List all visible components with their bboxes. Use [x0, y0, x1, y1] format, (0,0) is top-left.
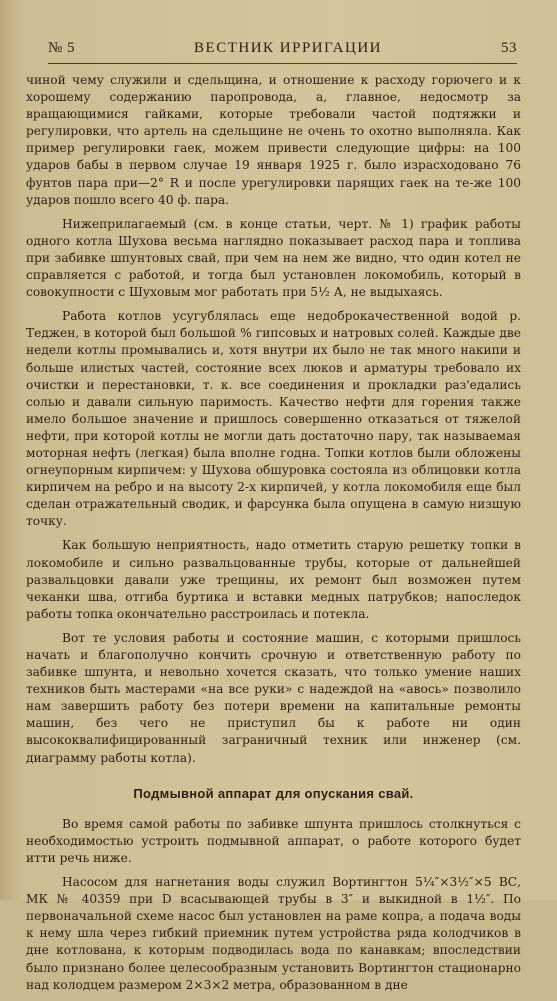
section-paragraph-2: Насосом для нагнетания воды служил Вортингтон 5¼″×3½″×5 ВС, МК № 40359 при D всасывающей трубы в 3″ и выкидной в 1½″. По первоначальной схеме насос был установлен на раме копра, а подача воды к нему шла через гибкий приемник путем устройства ряда колодчиков в дне котлована, к которым подводилась вода по канавкам; впоследствии было признано более целесообразным установить Вортингтон стационарно над колодцем размером 2×3×2 метра, образованном в дне	[26, 875, 521, 992]
page-number: 53	[500, 40, 517, 56]
section-paragraph-1: Во время самой работы по забивке шпунта пришлось столкнуться с необходимостью устроить подмывной аппарат, о работе которого будет итти речь ниже.	[26, 816, 521, 865]
paragraph-3: Работа котлов усугублялась еще недоброкачественной водой р. Теджен, в которой был большой % гипсовых и натровых солей. Каждые две недели котлы промывались и, хотя внутри их было не так много накипи и больше илистых частей, состояние всех люков и арматуры требовало их очистки и перестановки, т. к. все соединения и прокладки раз'едались солью и давали сильную паримость. Качество нефти для горения также имело большое значение и пришлось совершенно отказаться от тяжелой нефти, при которой котлы не могли дать достаточно пару, так называемая моторная нефть (легкая) была вполне годна. Топки котлов были обложены огнеупорным кирпичем: у Шухова обшуровка состояла из облицовки котла кирпичем на ребро и на высоту 2-х кирпичей, у котла локомобиля еще был сделан отражательный сводик, и фарсунка была опущена в самую низшую точку.	[26, 309, 521, 529]
paragraph-5: Вот те условия работы и состояние машин, с которыми пришлось начать и благополучно кончить срочную и ответственную работу по забивке шпунта, и невольно хочется сказать, что только умение наших техников быть мастерами «на все руки» с надеждой на «авось» позволило нам завершить работу без потери времени на капитальные ремонты машин, без чего не приступил бы к работе ни один высококвалифицированный заграничный техник или инженер (см. диаграмму работы котла).	[26, 630, 521, 765]
issue-number: № 5	[48, 40, 76, 56]
paragraph-4: Как большую неприятность, надо отметить старую решетку топки в локомобиле и сильно развальцованные трубы, которые от дальнейшей развальцовки давали уже трещины, их ремонт был возможен путем чеканки шва, отгиба буртика и вставки медных патрубков; напоследок работы топка окончательно расстроилась и потекла.	[26, 538, 521, 621]
journal-title: ВЕСТНИК ИРРИГАЦИИ	[194, 40, 383, 56]
page-header	[48, 40, 517, 64]
paragraph-1: чиной чему служили и сдельщина, и отношение к расходу горючего и к хорошему содержанию паропровода, а, главное, недосмотр за вращающимися гайками, которые требовали частой подтяжки и регулировки, что артель на сдельщине не очень то охотно выполняла. Как пример регулировки гаек, можем привести следующие цифры: на 100 ударов бабы в первом случае 19 января 1925 г. было израсходовано 76 фунтов пара при—2° R и после урегулировки парящих гаек на те-же 100 ударов пошло всего 40 ф. пара.	[26, 73, 521, 207]
section-heading: Подмывной аппарат для опускания свай.	[133, 785, 414, 801]
article-body	[26, 72, 521, 1001]
paragraph-2: Нижеприлагаемый (см. в конце статьи, черт. № 1) график работы одного котла Шухова весьма наглядно показывает расход пара и топлива при забивке шпунтовых свай, при чем на нем же видно, что один котел не справляется с работой, и тогда был установлен локомобиль, который в совокупности с Шуховым мог работать при 5½ А, не выдыхаясь.	[26, 216, 521, 300]
